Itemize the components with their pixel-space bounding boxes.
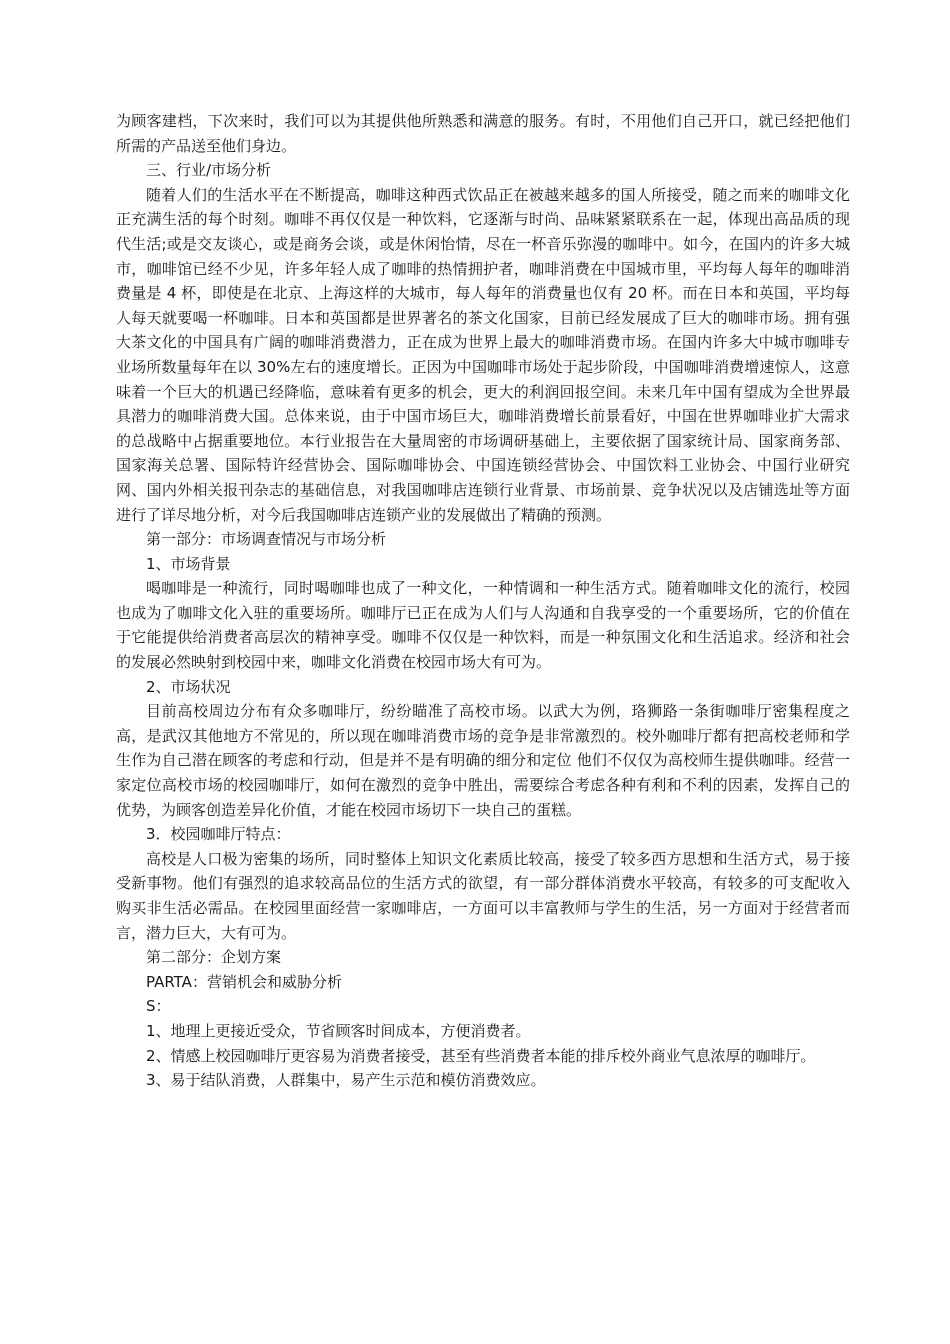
heading-campus-cafe-features: 3．校园咖啡厅特点： — [146, 825, 291, 844]
list-item-strength-1: 1、地理上更接近受众，节省顾客时间成本，方便消费者。 — [146, 1021, 531, 1040]
heading-industry-market-analysis: 三、行业/市场分析 — [146, 161, 272, 180]
heading-part-one: 第一部分：市场调查情况与市场分析 — [146, 530, 387, 549]
list-item-strength-2: 2、情感上校园咖啡厅更容易为消费者接受，甚至有些消费者本能的排斥校外商业气息浓厚的咖啡厅。 — [146, 1046, 816, 1065]
heading-strengths: S： — [146, 997, 171, 1016]
paragraph-market-background: 喝咖啡是一种流行，同时喝咖啡也成了一种文化，一种情调和一种生活方式。随着咖啡文化的流行，校园也成为了咖啡文化入驻的重要场所。咖啡厅已正在成为人们与人沟通和自我享受的一个重要场所，它的价值在于它能提供给消费者高层次的精神享受。咖啡不仅仅是一种饮料，而是一种氛围文化和生活追求。经济和社会的发展必然映射到校园中来，咖啡文化消费在校园市场大有可为。 — [116, 579, 850, 672]
heading-part-a: PARTA：营销机会和威胁分析 — [146, 972, 342, 991]
heading-part-two: 第二部分：企划方案 — [146, 948, 282, 967]
paragraph-coffee-market-overview: 随着人们的生活水平在不断提高，咖啡这种西式饮品正在被越来越多的国人所接受，随之而来的咖啡文化正充满生活的每个时刻。咖啡不再仅仅是一种饮料，它逐渐与时尚、品味紧紧联系在一起，体现出高品质的现代生活;或是交友谈心，或是商务会谈，或是休闲怡情，尽在一杯音乐弥漫的咖啡中。如今，在国内的许多大城市，咖啡馆已经不少见，许多年轻人成了咖啡的热情拥护者，咖啡消费在中国城市里，平均每人每年的咖啡消费量是 4 杯，即使是在北京、上海这样的大城市，每人每年的消费量也仅有 20 杯。而在日本和英国，平均每人每天就要喝一杯咖啡。日本和英国都是世界著名的茶文化国家，目前已经发展成了巨大的咖啡市场。拥有强大茶文化的中国具有广阔的咖啡消费潜力，正在成为世界上最大的咖啡消费市场。在国内许多大中城市咖啡专业场所数量每年在以 30%左右的速度增长。正因为中国咖啡市场处于起步阶段，中国咖啡消费增速惊人，这意味着一个巨大的机遇已经降临，意味着有更多的机会，更大的利润回报空间。未来几年中国有望成为全世界最具潜力的咖啡消费大国。总体来说，由于中国市场巨大，咖啡消费增长前景看好，中国在世界咖啡业扩大需求的总战略中占据重要地位。本行业报告在大量周密的市场调研基础上，主要依据了国家统计局、国家商务部、国家海关总署、国际特许经营协会、国际咖啡协会、中国连锁经营协会、中国饮料工业协会、中国行业研究网、国内外相关报刊杂志的基础信息，对我国咖啡店连锁行业背景、市场前景、竞争状况以及店铺选址等方面进行了详尽地分析，对今后我国咖啡店连锁产业的发展做出了精确的预测。 — [116, 185, 850, 524]
heading-market-background: 1、市场背景 — [146, 554, 231, 573]
paragraph-campus-cafe-features: 高校是人口极为密集的场所，同时整体上知识文化素质比较高，接受了较多西方思想和生活方式，易于接受新事物。他们有强烈的追求较高品位的生活方式的欲望，有一部分群体消费水平较高，有较多的可支配收入购买非生活必需品。在校园里面经营一家咖啡店，一方面可以丰富教师与学生的生活，另一方面对于经营者而言，潜力巨大，大有可为。 — [116, 849, 850, 942]
list-item-strength-3: 3、易于结队消费，人群集中，易产生示范和模仿消费效应。 — [146, 1071, 546, 1090]
heading-market-status: 2、市场状况 — [146, 677, 231, 696]
paragraph-market-status: 目前高校周边分布有众多咖啡厅，纷纷瞄准了高校市场。以武大为例，珞狮路一条街咖啡厅密集程度之高，是武汉其他地方不常见的，所以现在咖啡消费市场的竞争是非常激烈的。校外咖啡厅都有把高校老师和学生作为自己潜在顾客的考虑和行动，但是并不是有明确的细分和定位 他们不仅仅为高校师生提供咖啡。经营一家定位高校市场的校园咖啡厅，如何在激烈的竞争中胜出，需要综合考虑各种有利和不利的因素，发挥自己的优势，为顾客创造差异化价值，才能在校园市场切下一块自己的蛋糕。 — [116, 702, 850, 819]
document-page — [116, 109, 850, 1093]
paragraph-intro-continuation: 为顾客建档，下次来时，我们可以为其提供他所熟悉和满意的服务。有时，不用他们自己开口，就已经把他们所需的产品送至他们身边。 — [116, 112, 850, 155]
